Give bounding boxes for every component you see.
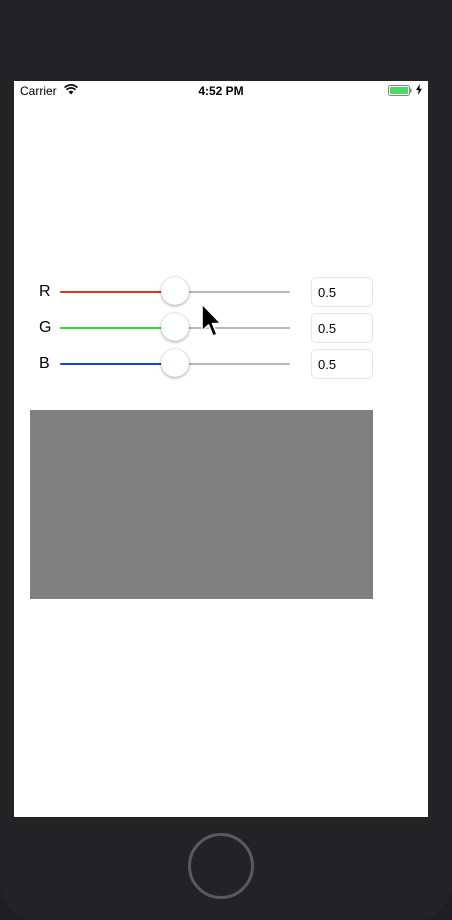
- green-label: G: [39, 319, 52, 336]
- blue-slider-fill: [60, 363, 175, 365]
- slider-row-blue: [14, 349, 428, 379]
- app-screen: [14, 81, 428, 817]
- blue-value-field[interactable]: [311, 349, 373, 379]
- carrier-label: Carrier: [20, 84, 57, 98]
- green-slider-fill: [60, 327, 175, 329]
- green-slider-thumb[interactable]: [161, 313, 189, 341]
- blue-label: B: [39, 355, 50, 372]
- red-value-field[interactable]: [311, 277, 373, 307]
- mouse-cursor-icon: [200, 303, 222, 339]
- color-preview: [30, 410, 373, 599]
- red-slider-thumb[interactable]: [161, 277, 189, 305]
- red-label: R: [39, 283, 51, 300]
- status-bar: [14, 81, 428, 101]
- green-value-field[interactable]: [311, 313, 373, 343]
- charging-bolt-icon: [416, 84, 422, 95]
- blue-slider-thumb[interactable]: [161, 349, 189, 377]
- red-slider-fill: [60, 291, 175, 293]
- battery-icon: [388, 85, 412, 96]
- status-time: 4:52 PM: [198, 84, 244, 98]
- home-button[interactable]: [188, 833, 254, 899]
